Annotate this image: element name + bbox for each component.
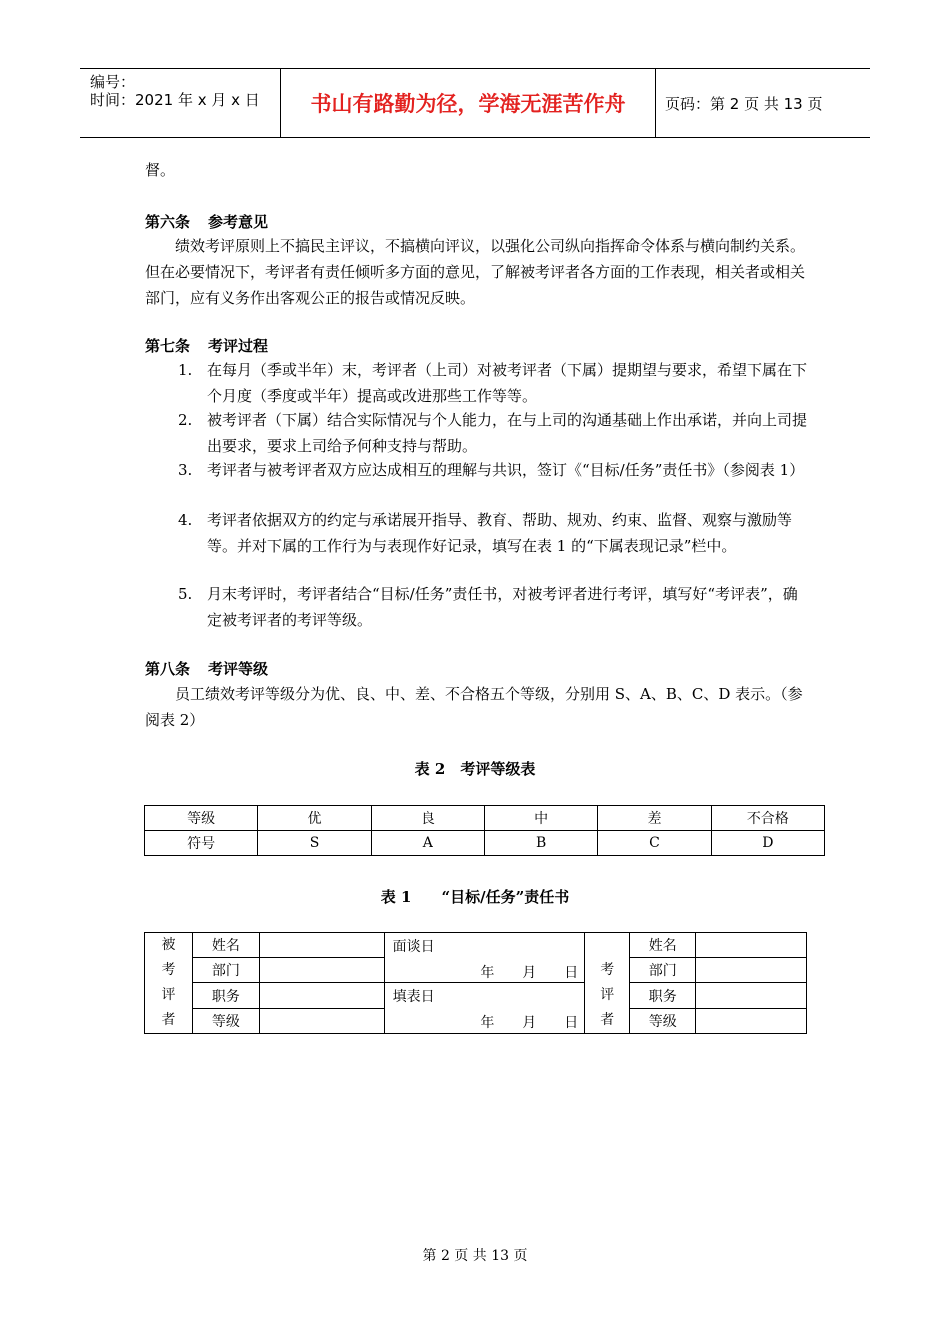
group-char: 被 [161, 937, 176, 953]
list-item-number: 3. [178, 461, 193, 479]
table-cell: 中 [484, 806, 597, 831]
article-6-heading [145, 211, 286, 232]
field-value [696, 933, 807, 958]
article-8-number: 第八条 [145, 660, 191, 678]
fill-date-label: 填表日 [392, 989, 435, 1005]
fill-date-cell [384, 983, 585, 1034]
group-char: 考 [600, 962, 615, 978]
field-value [259, 933, 384, 958]
article-6-text: 绩效考评原则上不搞民主评议，不搞横向评议，以强化公司纵向指挥命令体系与横向制约关系。但在必要情况下，考评者有责任倾听多方面的意见，了解被考评者各方面的工作表现，相关者或相关部门，应有义务作出客观公正的报告或情况反映。 [145, 237, 806, 307]
interview-date-cell [384, 933, 585, 983]
table-1-caption: 表 1 “目标/任务”责任书 [380, 888, 570, 906]
list-item-text: 被考评者（下属）结合实际情况与个人能力，在与上司的沟通基础上作出承诺，并向上司提出要求，要求上司给予何种支持与帮助。 [207, 411, 808, 455]
page-header [80, 68, 870, 138]
field-label: 姓名 [630, 933, 696, 958]
field-value [259, 983, 384, 1009]
header-time: 时间：2021 年 x 月 x 日 [90, 91, 260, 109]
table-cell: 良 [371, 806, 484, 831]
header-page-info: 页码：第 2 页 共 13 页 [665, 94, 823, 113]
field-label: 职务 [630, 983, 696, 1009]
list-item-number: 5. [178, 585, 193, 603]
article-7-title: 考评过程 [208, 337, 269, 355]
field-label: 职务 [192, 983, 259, 1009]
list-item [178, 407, 808, 459]
evaluator-group-label [585, 933, 630, 1034]
table-cell: 符号 [145, 831, 258, 856]
field-value [696, 958, 807, 983]
list-item [178, 581, 808, 633]
table-cell: 等级 [145, 806, 258, 831]
group-char: 评 [600, 987, 615, 1003]
group-char: 考 [161, 962, 176, 978]
list-item-number: 1. [178, 361, 193, 379]
table-cell: C [598, 831, 711, 856]
field-label: 等级 [192, 1009, 259, 1034]
list-item-number: 2. [178, 411, 193, 429]
group-char: 评 [161, 987, 176, 1003]
field-value [696, 1009, 807, 1034]
article-7-heading [145, 335, 286, 356]
interview-date-label: 面谈日 [392, 939, 435, 955]
header-motto: 书山有路勤为径，学海无涯苦作舟 [281, 69, 656, 137]
list-item [178, 457, 808, 483]
field-value [259, 958, 384, 983]
field-label: 姓名 [192, 933, 259, 958]
field-label: 部门 [630, 958, 696, 983]
article-6-title: 参考意见 [208, 213, 269, 231]
table-row [145, 806, 825, 831]
article-8-heading [145, 658, 286, 679]
list-item-text: 在每月（季或半年）末，考评者（上司）对被考评者（下属）提期望与要求，希望下属在下个月度（季度或半年）提高或改进那些工作等等。 [207, 361, 808, 405]
table-cell: A [371, 831, 484, 856]
field-label: 等级 [630, 1009, 696, 1034]
article-8-title: 考评等级 [208, 660, 269, 678]
article-6-number: 第六条 [145, 213, 191, 231]
group-char: 者 [600, 1012, 615, 1028]
article-8-text: 员工绩效考评等级分为优、良、中、差、不合格五个等级，分别用 S、A、B、C、D 表示。（参阅表 2） [145, 685, 803, 729]
field-value [696, 983, 807, 1009]
evaluatee-group-label [145, 933, 193, 1034]
table-cell: 优 [258, 806, 371, 831]
fill-date-format: 年 月 日 [480, 1015, 579, 1031]
table-cell: D [711, 831, 824, 856]
article-7-number: 第七条 [145, 337, 191, 355]
field-label: 部门 [192, 958, 259, 983]
interview-date-format: 年 月 日 [480, 965, 579, 981]
list-item-text: 考评者依据双方的约定与承诺展开指导、教育、帮助、规劝、约束、监督、观察与激励等等。并对下属的工作行为与表现作好记录，填写在表 1 的“下属表现记录”栏中。 [207, 511, 793, 555]
page-footer: 第 2 页 共 13 页 [422, 1248, 528, 1264]
list-item-text: 考评者与被考评者双方应达成相互的理解与共识，签订《“目标/任务”责任书》（参阅表 1） [207, 461, 805, 479]
list-item-text: 月末考评时，考评者结合“目标/任务”责任书，对被考评者进行考评，填写好“考评表”，确定被考评者的考评等级。 [207, 585, 798, 629]
table-cell: 不合格 [711, 806, 824, 831]
header-meta [80, 69, 281, 137]
list-item [178, 507, 808, 559]
continued-text: 督。 [145, 161, 176, 179]
table-cell: S [258, 831, 371, 856]
header-number: 编号： [90, 73, 136, 91]
table-row [145, 831, 825, 856]
table-row [145, 933, 807, 958]
table-row [145, 983, 807, 1009]
list-item [178, 357, 808, 409]
table-cell: 差 [598, 806, 711, 831]
responsibility-table [144, 932, 807, 1034]
group-char: 者 [161, 1012, 176, 1028]
table-2-caption: 表 2 考评等级表 [414, 760, 536, 778]
table-cell: B [484, 831, 597, 856]
list-item-number: 4. [178, 511, 193, 529]
field-value [259, 1009, 384, 1034]
grade-table [144, 805, 825, 856]
